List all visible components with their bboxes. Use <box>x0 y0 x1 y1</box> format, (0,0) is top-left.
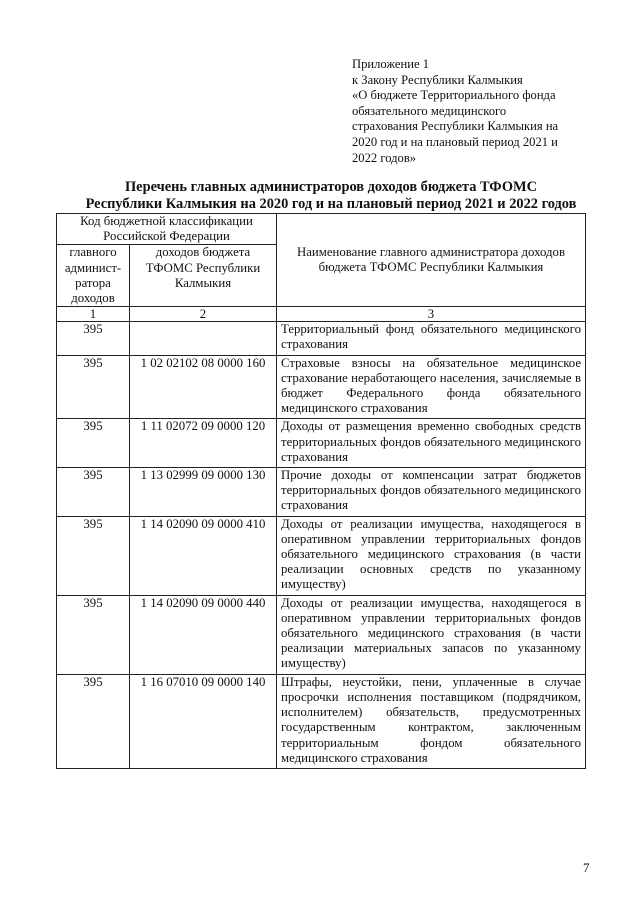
table-row <box>57 516 586 595</box>
page-number: 7 <box>583 860 590 875</box>
annex-line: обязательного медицинского <box>352 103 507 118</box>
annex-line: Приложение 1 <box>352 57 430 71</box>
column-number: 2 <box>130 307 277 322</box>
revenue-name: Доходы от размещения временно свободных средств территориальных фондов обязательного медицинского страхования <box>277 419 586 468</box>
annex-line: к Закону Республики Калмыкия <box>352 72 523 87</box>
annex-line: страхования Республики Калмыкия на <box>352 119 559 134</box>
table-row <box>57 674 586 768</box>
revenue-name: Доходы от реализации имущества, находящегося в оперативном управлении территориальных фондов обязательного медицинского страхования (в части реализации основных средств по указанному имуществу) <box>277 516 586 595</box>
revenue-name: Доходы от реализации имущества, находящегося в оперативном управлении территориальных фондов обязательного медицинского страхования (в части реализации материальных запасов по указанному имуществу) <box>277 595 586 674</box>
admin-code: 395 <box>57 322 130 355</box>
revenue-code: 1 11 02072 09 0000 120 <box>130 419 277 468</box>
revenue-code: 1 02 02102 08 0000 160 <box>130 355 277 419</box>
revenue-code: 1 14 02090 09 0000 440 <box>130 595 277 674</box>
table-row <box>57 419 586 468</box>
table-row <box>57 468 586 517</box>
header-main-administrator: главного админист-ратора доходов <box>57 245 130 307</box>
annex-note <box>352 57 582 166</box>
table-row <box>57 355 586 419</box>
document-title <box>80 179 582 213</box>
annex-line: 2020 год и на плановый период 2021 и <box>352 134 558 149</box>
column-numbers-row <box>57 307 586 322</box>
column-number: 1 <box>57 307 130 322</box>
revenue-code <box>130 322 277 355</box>
table-row <box>57 595 586 674</box>
revenue-name: Территориальный фонд обязательного медицинского страхования <box>277 322 586 355</box>
table-row <box>57 322 586 355</box>
annex-line: 2022 годов» <box>352 150 417 165</box>
admin-code: 395 <box>57 419 130 468</box>
header-revenue-code: доходов бюджета ТФОМС Республики Калмыкия <box>130 245 277 307</box>
revenue-name: Штрафы, неустойки, пени, уплаченные в случае просрочки исполнения поставщиком (подрядчиком, исполнителем) обязательств, предусмотренных государственным контрактом, заключенным территориальным фондом обязательного медицинского страхования <box>277 674 586 768</box>
revenue-name: Прочие доходы от компенсации затрат бюджетов территориальных фондов обязательного медицинского страхования <box>277 468 586 517</box>
revenue-code: 1 13 02999 09 0000 130 <box>130 468 277 517</box>
admin-code: 395 <box>57 468 130 517</box>
revenue-code: 1 14 02090 09 0000 410 <box>130 516 277 595</box>
admin-code: 395 <box>57 355 130 419</box>
table-header-row <box>57 214 586 245</box>
header-budget-code-group: Код бюджетной классификации Российской Федерации <box>57 214 277 245</box>
annex-line: «О бюджете Территориального фонда <box>352 88 556 103</box>
header-administrator-name: Наименование главного администратора доходов бюджета ТФОМС Республики Калмыкия <box>277 214 586 307</box>
revenue-code: 1 16 07010 09 0000 140 <box>130 674 277 768</box>
column-number: 3 <box>277 307 586 322</box>
revenue-name: Страховые взносы на обязательное медицинское страхование неработающего населения, зачисляемые в бюджет Федерального фонда обязательного медицинского страхования <box>277 355 586 419</box>
admin-code: 395 <box>57 674 130 768</box>
title-line-2: Республики Калмыкия на 2020 год и на плановый период 2021 и 2022 годов <box>85 196 577 212</box>
administrators-table <box>56 213 586 769</box>
admin-code: 395 <box>57 595 130 674</box>
admin-code: 395 <box>57 516 130 595</box>
title-line-1: Перечень главных администраторов доходов бюджета ТФОМС <box>124 179 537 195</box>
